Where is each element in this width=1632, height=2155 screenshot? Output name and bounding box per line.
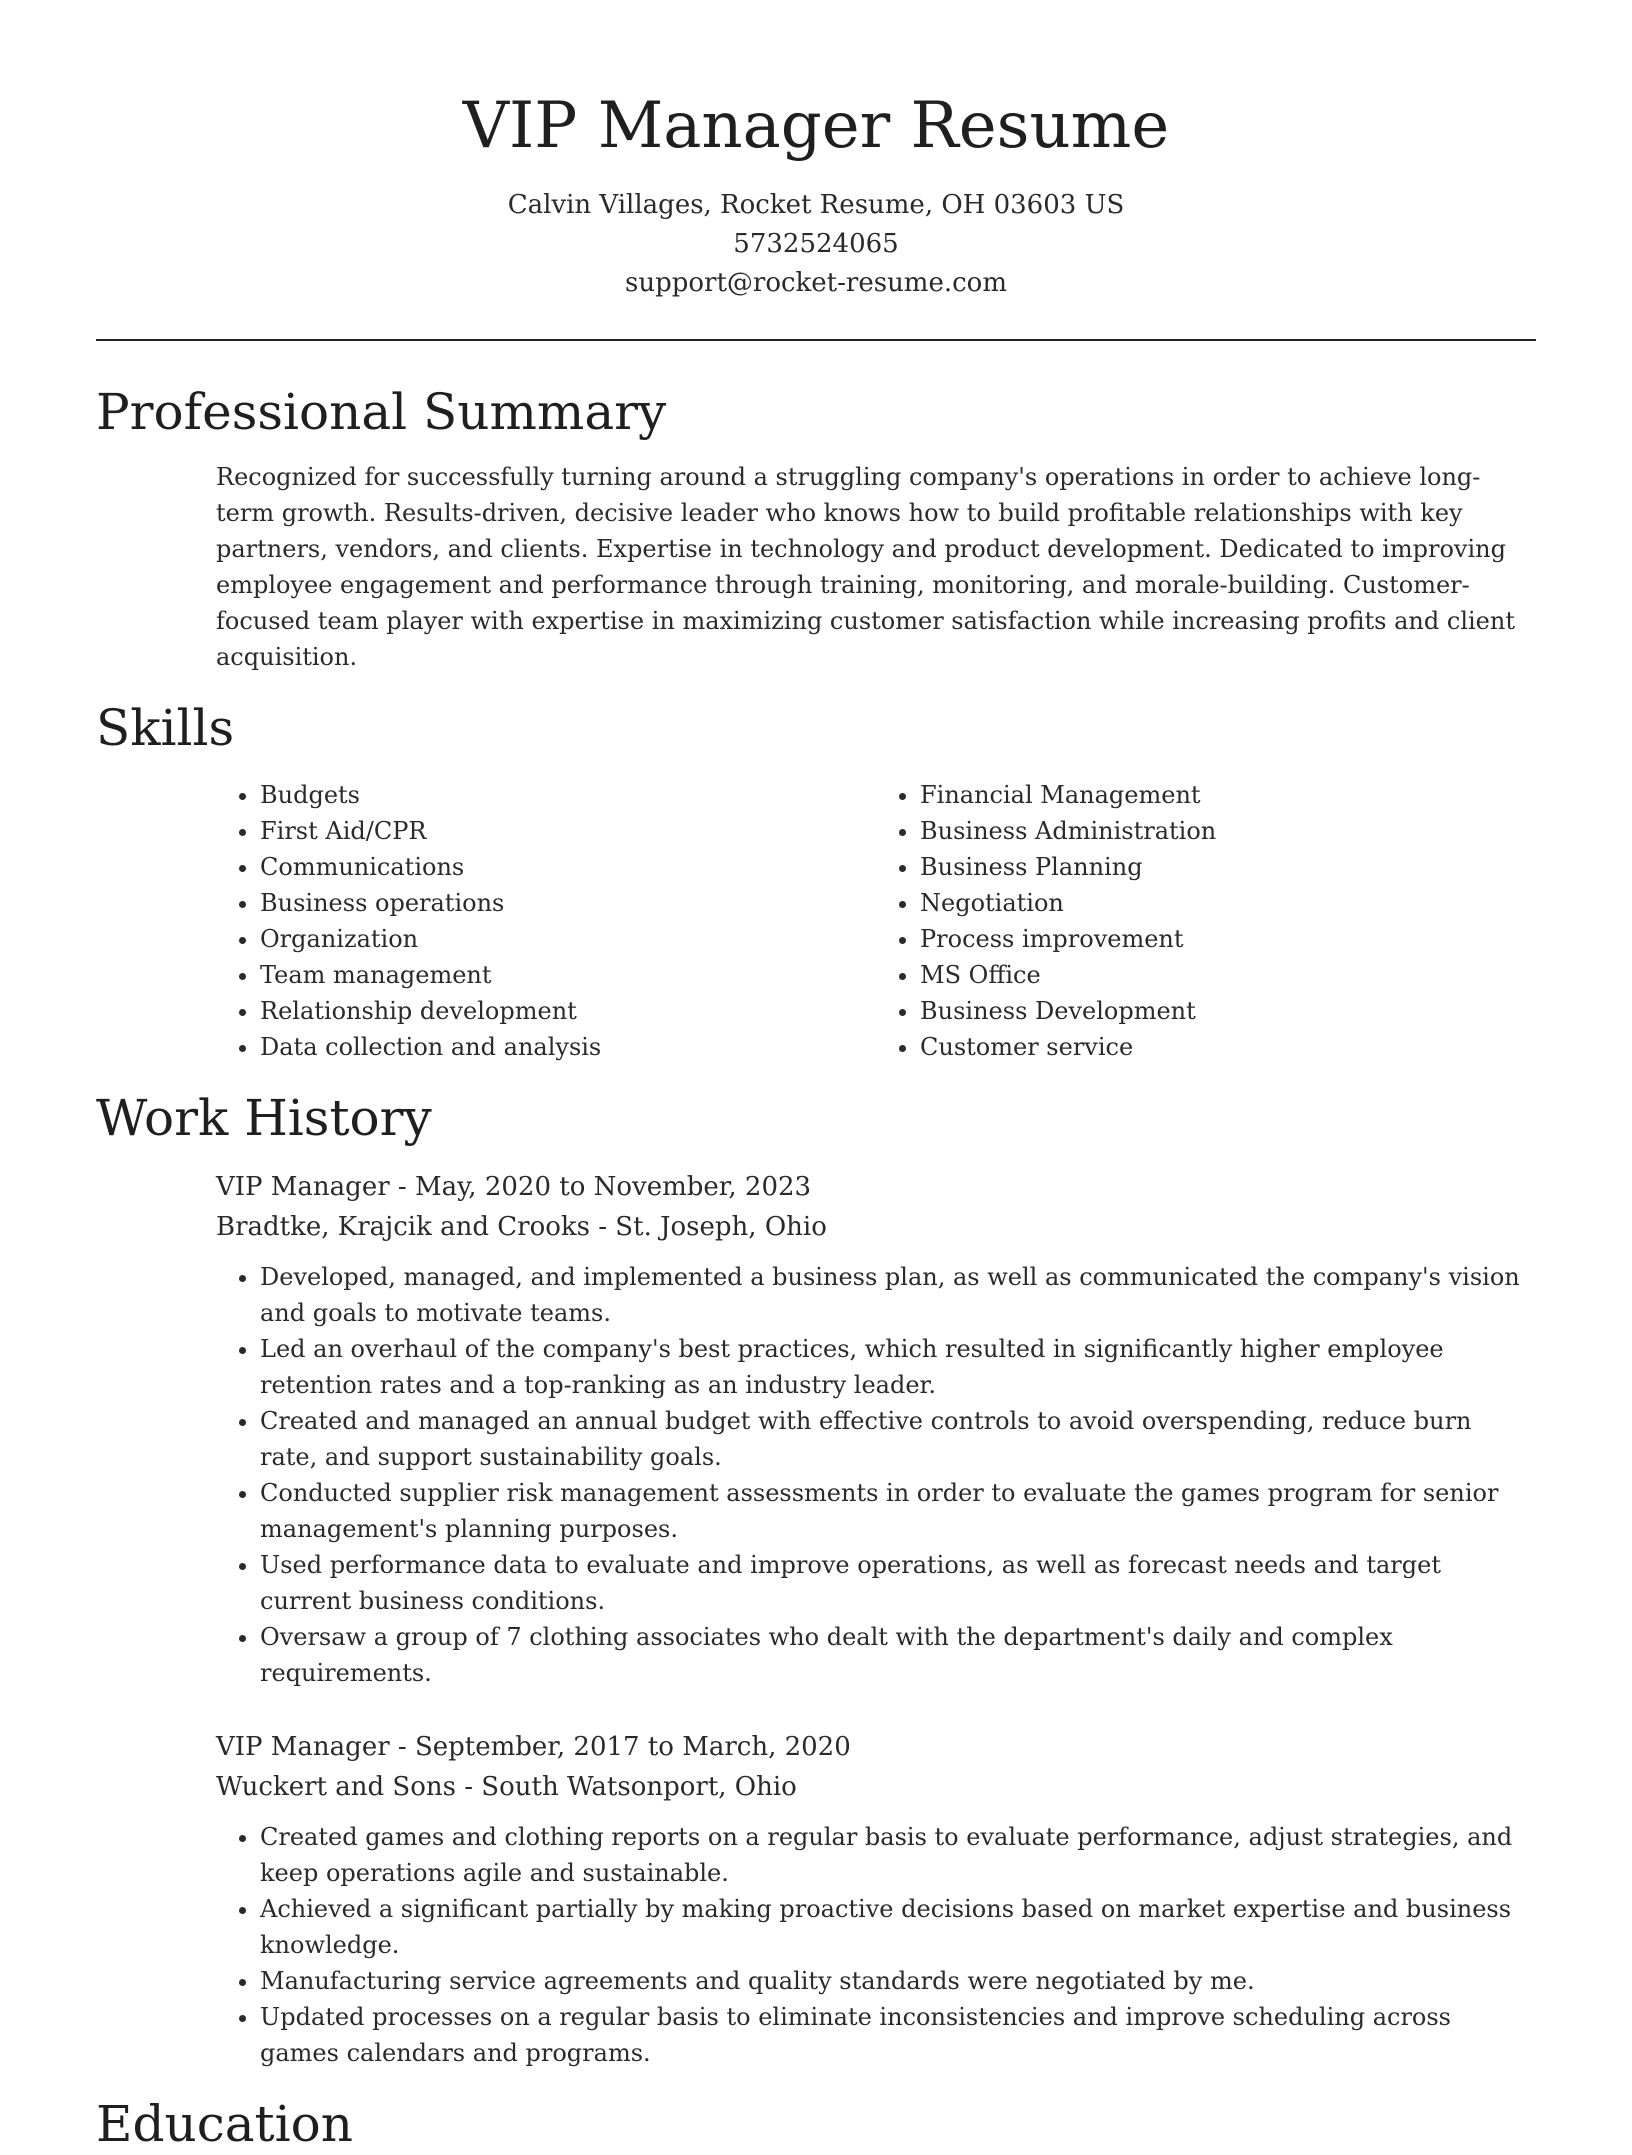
job-duties-list (260, 1259, 1536, 1691)
skill-item: • MS Office (920, 957, 1536, 993)
skill-item: • Business Planning (920, 849, 1536, 885)
header-divider (96, 339, 1536, 341)
work-history-heading: Work History (96, 1089, 432, 1147)
skill-item: • Business operations (260, 885, 876, 921)
skill-item: • Team management (260, 957, 876, 993)
skills-column-right (876, 777, 1536, 1065)
job-duty-item: • Developed, managed, and implemented a business plan, as well as communicated the company's vision and goals to motivate teams. (260, 1259, 1536, 1331)
job-company-location: Wuckert and Sons - South Watsonport, Ohio (216, 1772, 797, 1802)
contact-phone: 5732524065 (733, 229, 899, 259)
job-duty-item: • Led an overhaul of the company's best practices, which resulted in significantly higher employee retention rates and a top-ranking as an industry leader. (260, 1331, 1536, 1403)
education-section (96, 2093, 1536, 2155)
job-role-dates: VIP Manager - September, 2017 to March, 2020 (216, 1732, 851, 1762)
contact-address: Calvin Villages, Rocket Resume, OH 03603 US (507, 190, 1125, 220)
job-duty-item: • Achieved a significant partially by making proactive decisions based on market expertise and business knowledge. (260, 1891, 1536, 1963)
job-entry (96, 1727, 1536, 2071)
job-role-dates: VIP Manager - May, 2020 to November, 2023 (216, 1172, 812, 1202)
skill-item: • Process improvement (920, 921, 1536, 957)
skills-heading: Skills (96, 699, 235, 757)
summary-text: Recognized for successfully turning around a struggling company's operations in order to achieve long-term growth. Results-driven, decisive leader who knows how to build profitable relationships with key partners, vendors, and clients. Expertise in technology and product development. Dedicated to improving employee engagement and performance through training, monitoring, and morale-building. Customer-focused team player with expertise in maximizing customer satisfaction while increasing profits and client acquisition. (216, 463, 1515, 671)
education-heading: Education (96, 2095, 353, 2153)
skill-item: • Business Administration (920, 813, 1536, 849)
skill-item: • Business Development (920, 993, 1536, 1029)
job-entry (96, 1167, 1536, 1691)
job-duty-item: • Manufacturing service agreements and quality standards were negotiated by me. (260, 1963, 1536, 1999)
resume-header (96, 0, 1536, 303)
resume-title: VIP Manager Resume (462, 89, 1170, 163)
skills-section (96, 697, 1536, 1065)
job-duty-item: • Updated processes on a regular basis to eliminate inconsistencies and improve scheduling across games calendars and programs. (260, 1999, 1536, 2071)
job-duty-item: • Created and managed an annual budget with effective controls to avoid overspending, reduce burn rate, and support sustainability goals. (260, 1403, 1536, 1475)
skill-item: • Budgets (260, 777, 876, 813)
summary-heading: Professional Summary (96, 383, 667, 441)
contact-email: support@rocket-resume.com (624, 268, 1007, 298)
skill-item: • Communications (260, 849, 876, 885)
job-duty-item: • Used performance data to evaluate and improve operations, as well as forecast needs and target current business conditions. (260, 1547, 1536, 1619)
skill-item: • Financial Management (920, 777, 1536, 813)
job-duty-item: • Conducted supplier risk management assessments in order to evaluate the games program for senior management's planning purposes. (260, 1475, 1536, 1547)
summary-section (96, 381, 1536, 675)
skills-column-left (216, 777, 876, 1065)
skill-item: • Negotiation (920, 885, 1536, 921)
work-history-section (96, 1087, 1536, 2071)
resume-page (96, 0, 1536, 2155)
job-company-location: Bradtke, Krajcik and Crooks - St. Joseph, Ohio (216, 1212, 827, 1242)
skill-item: • Data collection and analysis (260, 1029, 876, 1065)
job-duty-item: • Oversaw a group of 7 clothing associates who dealt with the department's daily and complex requirements. (260, 1619, 1536, 1691)
job-duty-item: • Created games and clothing reports on a regular basis to evaluate performance, adjust strategies, and keep operations agile and sustainable. (260, 1819, 1536, 1891)
skill-item: • Organization (260, 921, 876, 957)
skill-item: • Relationship development (260, 993, 876, 1029)
skills-grid (216, 777, 1536, 1065)
skill-item: • First Aid/CPR (260, 813, 876, 849)
skill-item: • Customer service (920, 1029, 1536, 1065)
job-duties-list (260, 1819, 1536, 2071)
